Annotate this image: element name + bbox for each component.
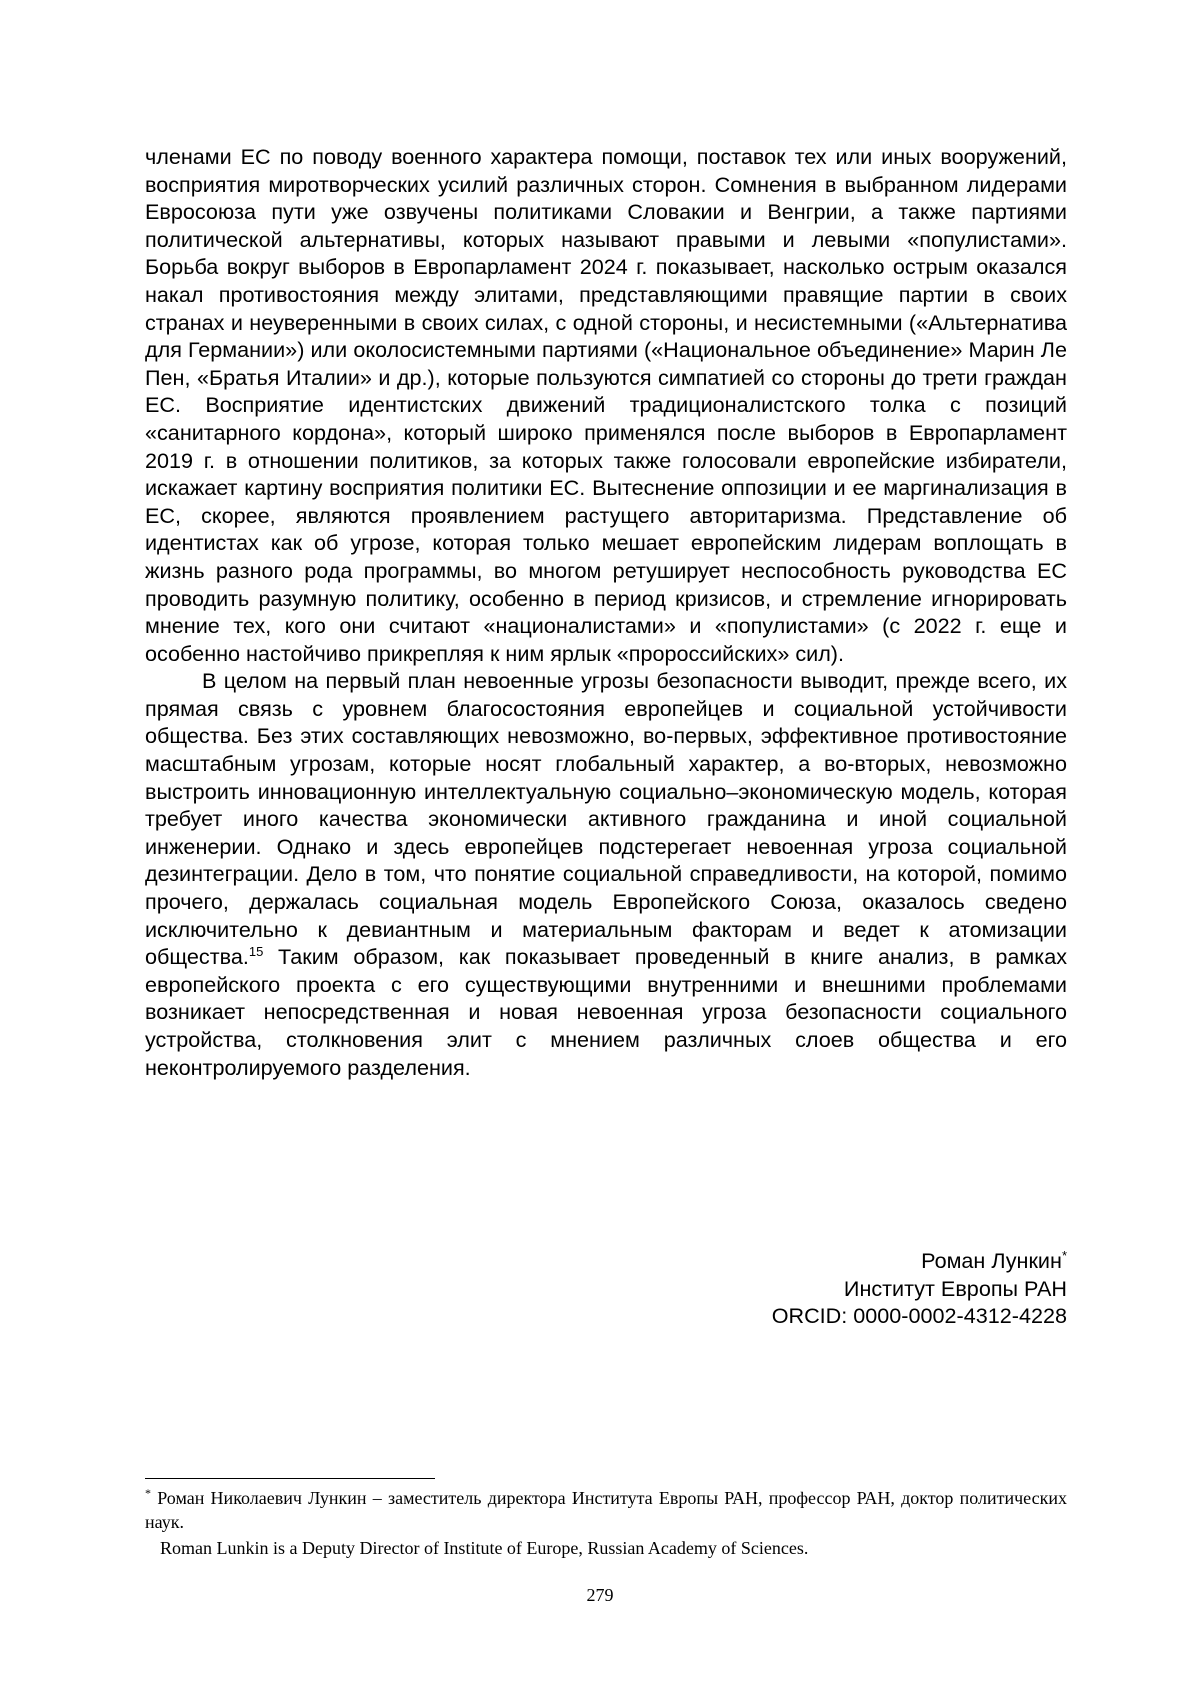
author-orcid: ORCID: 0000-0002-4312-4228 [771, 1303, 1067, 1329]
author-footnote-mark[interactable]: * [1061, 1247, 1067, 1263]
author-line [772, 1247, 1067, 1275]
paragraph-2 [145, 667, 1067, 1081]
footnote-mark: * [145, 1486, 151, 1500]
author-institution: Институт Европы РАН [843, 1275, 1067, 1301]
footnote-ref-15[interactable]: 15 [248, 944, 264, 960]
footnote-ru-text: Роман Николаевич Лункин – заместитель директора Института Европы РАН, профессор РАН, доктор политических наук. [145, 1488, 1067, 1532]
footnote-ru [145, 1486, 1067, 1534]
main-text [145, 143, 1067, 1081]
paragraph-2-text-2: Таким образом, как показывает проведенный в книге анализ, в рамках европейского проекта с его существующими внутренними и внешними проблемами возникает непосредственная и новая невоенная угроза безопасности социального устройства, столкновения элит с мнением различных слоев общества и его неконтролируемого разделения. [145, 944, 1067, 1080]
paragraph-1: членами ЕС по поводу военного характера помощи, поставок тех или иных вооружений, восприятия миротворческих усилий различных сторон. Сомнения в выбранном лидерами Евросоюза пути уже озвучены политиками Словакии и Венгрии, а также партиями политической альтернативы, которых называют правыми и левыми «популистами». Борьба вокруг выборов в Европарламент 2024 г. показывает, насколько острым оказался накал противостояния между элитами, представляющими правящие партии в своих странах и неуверенными в своих силах, с одной стороны, и несистемными («Альтернатива для Германии») или околосистемными партиями («Национальное объединение» Марин Ле Пен, «Братья Италии» и др.), которые пользуются симпатией со стороны до трети граждан ЕС. Восприятие идентистских движений традиционалистского толка с позиций «санитарного кордона», который широко применялся после выборов в Европарламент 2019 г. в отношении политиков, за которых также голосовали европейские избиратели, искажает картину восприятия политики ЕС. Вытеснение оппозиции и ее маргинализация в ЕС, скорее, являются проявлением растущего авторитаризма. Представление об идентистах как об угрозе, которая только мешает европейским лидерам воплощать в жизнь разного рода программы, во многом ретуширует неспособность руководства ЕС проводить разумную политику, особенно в период кризисов, и стремление игнорировать мнение тех, кого они считают «националистами» и «популистами» (с 2022 г. еще и особенно настойчиво прикрепляя к ним ярлык «пророссийских» сил). [145, 144, 1067, 666]
page-number: 279 [586, 1585, 614, 1605]
footnote-divider [145, 1478, 435, 1479]
author-name: Роман Лункин [921, 1248, 1062, 1273]
signature-block [772, 1247, 1067, 1330]
footnotes [145, 1486, 1067, 1560]
paragraph-2-text-1: В целом на первый план невоенные угрозы безопасности выводит, прежде всего, их прямая связь с уровнем благосостояния европейцев и социальной устойчивости общества. Без этих составляющих невозможно, во-первых, эффективное противостояние масштабным угрозам, которые носят глобальный характер, а во-вторых, невозможно выстроить инновационную интеллектуальную социально–экономическую модель, которая требует иного качества экономически активного гражданина и иной социальной инженерии. Однако и здесь европейцев подстерегает невоенная угроза социальной дезинтеграции. Дело в том, что понятие социальной справедливости, на которой, помимо прочего, держалась социальная модель Европейского Союза, оказалось сведено исключительно к девиантным и материальным факторам и ведет к атомизации общества. [145, 668, 1067, 970]
footnote-en: Roman Lunkin is a Deputy Director of Institute of Europe, Russian Academy of Sciences. [160, 1538, 809, 1558]
